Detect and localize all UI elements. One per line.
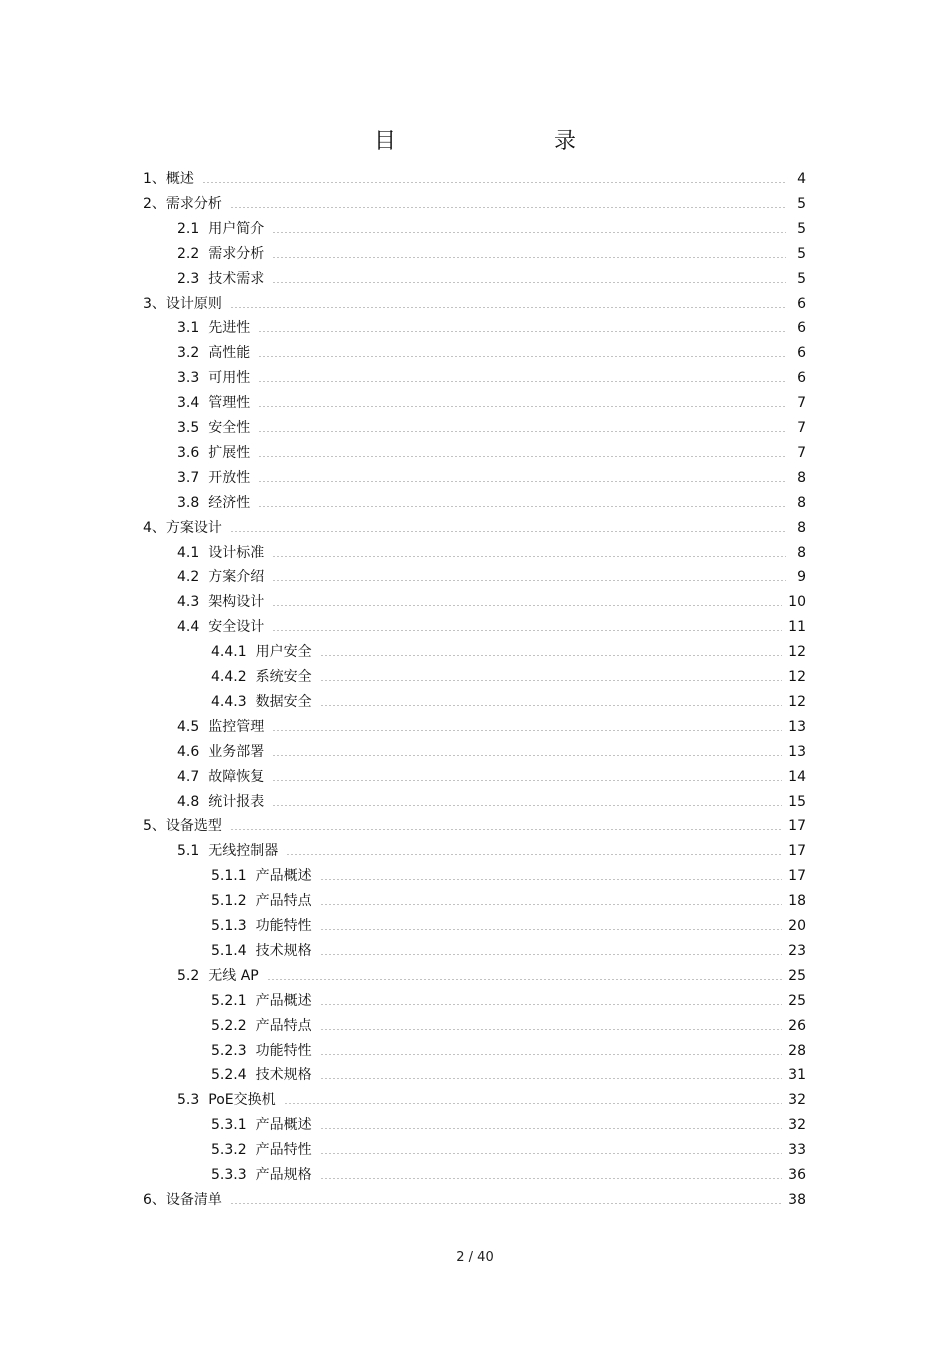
- dot-leader: [258, 367, 786, 389]
- toc-entry-page: 25: [788, 968, 806, 984]
- toc-entry-page: 11: [788, 619, 806, 635]
- toc-entry-page: 38: [788, 1192, 806, 1208]
- toc-entry-number: 5.1.4: [211, 943, 247, 959]
- toc-entry-label: 设计标准: [208, 545, 265, 561]
- toc-entry-page: 10: [788, 594, 806, 610]
- dot-leader: [230, 815, 782, 837]
- dot-leader: [272, 243, 786, 265]
- dot-leader: [258, 467, 786, 489]
- toc-entry-page: 12: [788, 694, 806, 710]
- toc-entry[interactable]: [211, 915, 806, 937]
- toc-entry[interactable]: [177, 840, 806, 862]
- toc-entry-page: 18: [788, 893, 806, 909]
- toc-entry-number: 2.1: [177, 221, 200, 237]
- toc-entry-page: 23: [788, 943, 806, 959]
- toc-entry[interactable]: [177, 218, 806, 240]
- toc-entry-number: 5.3.1: [211, 1117, 247, 1133]
- toc-entry[interactable]: [177, 542, 806, 564]
- toc-entry-label: 需求分析: [208, 246, 265, 262]
- toc-entry-page: 5: [797, 246, 806, 262]
- toc-entry-number: 4、: [143, 520, 166, 536]
- dot-leader: [320, 1139, 783, 1161]
- toc-entry-number: 4.5: [177, 719, 200, 735]
- toc-entry-number: 5.2.3: [211, 1043, 247, 1059]
- toc-entry[interactable]: [177, 442, 806, 464]
- toc-entry-number: 2、: [143, 196, 166, 212]
- dot-leader: [230, 193, 786, 215]
- dot-leader: [320, 940, 783, 962]
- dot-leader: [258, 417, 786, 439]
- toc-entry-page: 20: [788, 918, 806, 934]
- toc-entry-label: 管理性: [208, 395, 251, 411]
- toc-entry-label: 设备清单: [165, 1192, 222, 1208]
- toc-entry-label: 经济性: [208, 495, 251, 511]
- toc-entry-page: 36: [788, 1167, 806, 1183]
- dot-leader: [272, 591, 782, 613]
- dot-leader: [320, 641, 783, 663]
- toc-entry-page: 32: [788, 1117, 806, 1133]
- toc-entry-label: 方案介绍: [208, 569, 265, 585]
- toc-entry-label: 扩展性: [208, 445, 251, 461]
- toc-entry-number: 5.2.1: [211, 993, 247, 1009]
- toc-entry[interactable]: [211, 940, 806, 962]
- toc-entry-number: 3.3: [177, 370, 200, 386]
- toc-entry-label: 监控管理: [208, 719, 265, 735]
- toc-entry-label: 业务部署: [208, 744, 265, 760]
- toc-entry-page: 9: [797, 569, 806, 585]
- toc-entry-number: 3.6: [177, 445, 200, 461]
- toc-entry[interactable]: [211, 666, 806, 688]
- toc-entry-page: 5: [797, 271, 806, 287]
- toc-entry-page: 8: [797, 495, 806, 511]
- toc-entry-number: 5.3.2: [211, 1142, 247, 1158]
- toc-entry-page: 28: [788, 1043, 806, 1059]
- dot-leader: [320, 890, 783, 912]
- toc-entry-label: 产品特性: [255, 1142, 312, 1158]
- toc-entry[interactable]: [177, 766, 806, 788]
- toc-entry-label: 产品规格: [255, 1167, 312, 1183]
- toc-entry-number: 3.7: [177, 470, 200, 486]
- toc-entry-page: 6: [797, 296, 806, 312]
- toc-entry-page: 32: [788, 1092, 806, 1108]
- toc-entry-number: 5.2.4: [211, 1067, 247, 1083]
- dot-leader: [320, 1064, 783, 1086]
- toc-entry[interactable]: [211, 1114, 806, 1136]
- toc-entry-page: 7: [797, 395, 806, 411]
- toc-entry-number: 4.8: [177, 794, 200, 810]
- dot-leader: [272, 566, 786, 588]
- dot-leader: [320, 691, 783, 713]
- toc-entry-label: 故障恢复: [208, 769, 265, 785]
- toc-entry-page: 8: [797, 545, 806, 561]
- toc-entry-label: 产品概述: [255, 993, 312, 1009]
- toc-entry-number: 4.4.2: [211, 669, 247, 685]
- toc-entry[interactable]: [177, 965, 806, 987]
- toc-entry[interactable]: [177, 467, 806, 489]
- toc-entry-number: 4.6: [177, 744, 200, 760]
- toc-entry[interactable]: [177, 342, 806, 364]
- toc-entry-page: 8: [797, 520, 806, 536]
- toc-entry[interactable]: [143, 168, 806, 190]
- toc-entry[interactable]: [211, 990, 806, 1012]
- toc-entry-number: 5.1.3: [211, 918, 247, 934]
- dot-leader: [272, 542, 786, 564]
- toc-entry-label: 先进性: [208, 320, 251, 336]
- toc-entry[interactable]: [211, 1064, 806, 1086]
- toc-entry-label: 安全性: [208, 420, 251, 436]
- toc-entry[interactable]: [177, 392, 806, 414]
- dot-leader: [320, 1015, 783, 1037]
- toc-entry[interactable]: [211, 641, 806, 663]
- toc-entry-label: 功能特性: [255, 918, 312, 934]
- toc-entry[interactable]: [177, 268, 806, 290]
- toc-entry[interactable]: [211, 865, 806, 887]
- dot-leader: [320, 1040, 783, 1062]
- toc-entry[interactable]: [177, 591, 806, 613]
- dot-leader: [267, 965, 782, 987]
- dot-leader: [284, 1089, 783, 1111]
- dot-leader: [286, 840, 782, 862]
- toc-entry-number: 4.2: [177, 569, 200, 585]
- toc-entry-label: 产品概述: [255, 1117, 312, 1133]
- toc-entry-number: 5.2: [177, 968, 200, 984]
- toc-entry-number: 5.1.2: [211, 893, 247, 909]
- toc-entry[interactable]: [177, 566, 806, 588]
- toc-entry-page: 26: [788, 1018, 806, 1034]
- toc-entry-label: 方案设计: [165, 520, 222, 536]
- toc-entry[interactable]: [177, 317, 806, 339]
- toc-entry[interactable]: [211, 1015, 806, 1037]
- toc-entry-label: PoE交换机: [208, 1092, 276, 1108]
- dot-leader: [272, 268, 786, 290]
- toc-entry-number: 2.3: [177, 271, 200, 287]
- toc-entry-page: 6: [797, 370, 806, 386]
- dot-leader: [320, 1164, 783, 1186]
- dot-leader: [258, 342, 786, 364]
- toc-entry-number: 5.3: [177, 1092, 200, 1108]
- toc-entry-page: 6: [797, 320, 806, 336]
- dot-leader: [320, 865, 783, 887]
- page-number-footer: 2 / 40: [456, 1250, 494, 1265]
- toc-entry-page: 8: [797, 470, 806, 486]
- toc-entry-number: 5.2.2: [211, 1018, 247, 1034]
- toc-entry-page: 5: [797, 196, 806, 212]
- dot-leader: [272, 766, 782, 788]
- toc-entry-label: 设备选型: [165, 818, 222, 834]
- toc-entry-number: 4.4.3: [211, 694, 247, 710]
- toc-entry-number: 3、: [143, 296, 166, 312]
- toc-entry-label: 开放性: [208, 470, 251, 486]
- toc-entry-label: 系统安全: [255, 669, 312, 685]
- toc-entry-number: 4.1: [177, 545, 200, 561]
- toc-entry-number: 1、: [143, 171, 166, 187]
- dot-leader: [202, 168, 786, 190]
- toc-entry-number: 3.5: [177, 420, 200, 436]
- toc-entry[interactable]: [211, 691, 806, 713]
- toc-entry-label: 技术规格: [255, 943, 312, 959]
- toc-entry-number: 4.4: [177, 619, 200, 635]
- toc-entry[interactable]: [177, 741, 806, 763]
- dot-leader: [320, 666, 783, 688]
- toc-entry-number: 5.3.3: [211, 1167, 247, 1183]
- toc-entry-label: 产品概述: [255, 868, 312, 884]
- toc-entry[interactable]: [143, 193, 806, 215]
- toc-entry-label: 数据安全: [255, 694, 312, 710]
- toc-entry-number: 6、: [143, 1192, 166, 1208]
- toc-entry-label: 无线 AP: [208, 968, 259, 984]
- toc-entry[interactable]: [143, 293, 806, 315]
- dot-leader: [258, 492, 786, 514]
- toc-entry-label: 无线控制器: [208, 843, 279, 859]
- toc-entry-page: 4: [797, 171, 806, 187]
- toc-entry-number: 4.4.1: [211, 644, 247, 660]
- toc-entry[interactable]: [177, 243, 806, 265]
- toc-entry-number: 3.8: [177, 495, 200, 511]
- toc-entry-label: 产品特点: [255, 893, 312, 909]
- toc-entry[interactable]: [177, 716, 806, 738]
- toc-entry-page: 7: [797, 445, 806, 461]
- toc-entry-number: 5.1.1: [211, 868, 247, 884]
- toc-entry[interactable]: [211, 1164, 806, 1186]
- toc-entry[interactable]: [177, 417, 806, 439]
- toc-entry-page: 17: [788, 818, 806, 834]
- dot-leader: [320, 915, 783, 937]
- toc-entry-page: 17: [788, 843, 806, 859]
- toc-entry[interactable]: [143, 1189, 806, 1211]
- toc-entry-label: 高性能: [208, 345, 251, 361]
- toc-entry[interactable]: [143, 517, 806, 539]
- toc-entry-page: 6: [797, 345, 806, 361]
- toc-entry-number: 3.1: [177, 320, 200, 336]
- toc-entry-page: 15: [788, 794, 806, 810]
- toc-entry-page: 12: [788, 644, 806, 660]
- toc-entry-number: 5、: [143, 818, 166, 834]
- toc-entry[interactable]: [177, 616, 806, 638]
- dot-leader: [258, 317, 786, 339]
- toc-entry-page: 33: [788, 1142, 806, 1158]
- toc-entry[interactable]: [211, 1139, 806, 1161]
- dot-leader: [272, 218, 786, 240]
- toc-entry-number: 4.7: [177, 769, 200, 785]
- dot-leader: [272, 741, 782, 763]
- dot-leader: [230, 293, 786, 315]
- toc-entry-page: 25: [788, 993, 806, 1009]
- toc-entry[interactable]: [211, 890, 806, 912]
- toc-entry-label: 产品特点: [255, 1018, 312, 1034]
- toc-entry[interactable]: [211, 1040, 806, 1062]
- toc-entry[interactable]: [177, 367, 806, 389]
- dot-leader: [272, 616, 782, 638]
- toc-entry-page: 17: [788, 868, 806, 884]
- toc-entry-label: 技术需求: [208, 271, 265, 287]
- toc-entry-page: 13: [788, 719, 806, 735]
- dot-leader: [258, 442, 786, 464]
- toc-entry-page: 5: [797, 221, 806, 237]
- toc-entry-label: 架构设计: [208, 594, 265, 610]
- dot-leader: [272, 716, 782, 738]
- toc-entry-label: 功能特性: [255, 1043, 312, 1059]
- dot-leader: [320, 1114, 783, 1136]
- dot-leader: [320, 990, 783, 1012]
- dot-leader: [272, 791, 782, 813]
- dot-leader: [230, 1189, 782, 1211]
- toc-entry-label: 可用性: [208, 370, 251, 386]
- toc-entry-number: 5.1: [177, 843, 200, 859]
- toc-entry-page: 13: [788, 744, 806, 760]
- toc-entry-label: 需求分析: [165, 196, 222, 212]
- toc-entry-page: 7: [797, 420, 806, 436]
- toc-entry-number: 3.4: [177, 395, 200, 411]
- toc-entry[interactable]: [177, 492, 806, 514]
- toc-entry-label: 用户简介: [208, 221, 265, 237]
- toc-entry-number: 3.2: [177, 345, 200, 361]
- toc-entry-page: 14: [788, 769, 806, 785]
- dot-leader: [230, 517, 786, 539]
- toc-entry-label: 安全设计: [208, 619, 265, 635]
- toc-entry[interactable]: [177, 1089, 806, 1111]
- toc-title: 目 录: [373, 129, 614, 154]
- toc-entry-label: 用户安全: [255, 644, 312, 660]
- toc-entry-page: 31: [788, 1067, 806, 1083]
- toc-entry-number: 4.3: [177, 594, 200, 610]
- toc-entry[interactable]: [143, 815, 806, 837]
- toc-entry-label: 统计报表: [208, 794, 265, 810]
- toc-entry-label: 概述: [165, 171, 194, 187]
- toc-entry-number: 2.2: [177, 246, 200, 262]
- dot-leader: [258, 392, 786, 414]
- toc-entry-label: 设计原则: [165, 296, 222, 312]
- toc-entry-label: 技术规格: [255, 1067, 312, 1083]
- toc-entry[interactable]: [177, 791, 806, 813]
- toc-entry-page: 12: [788, 669, 806, 685]
